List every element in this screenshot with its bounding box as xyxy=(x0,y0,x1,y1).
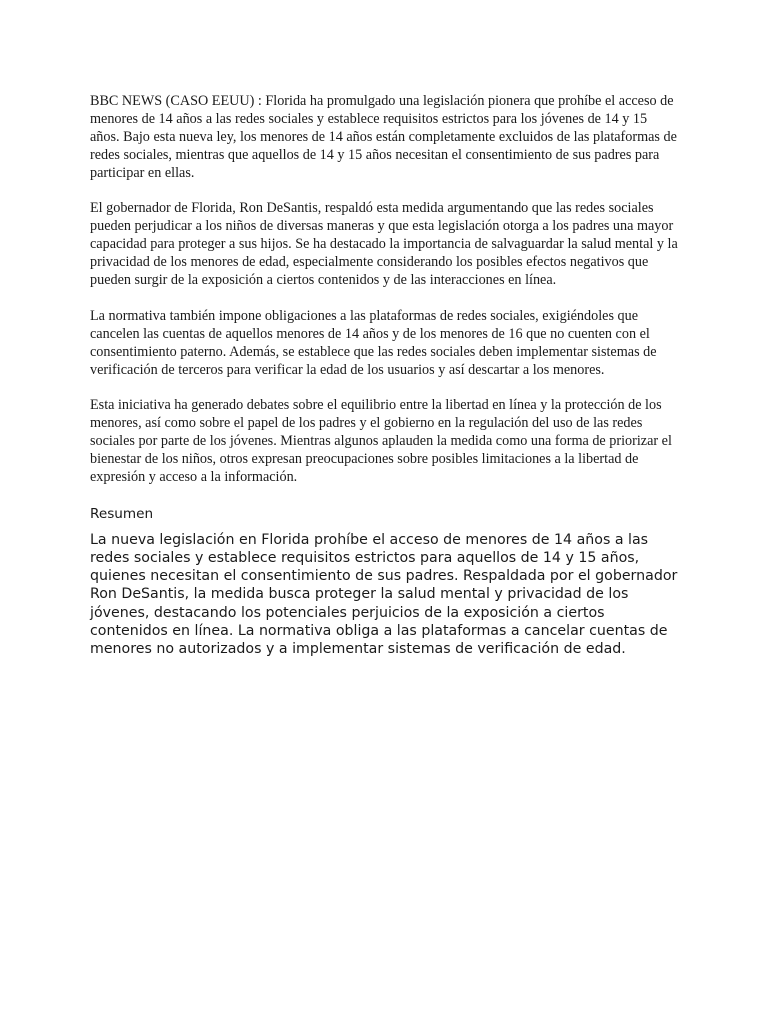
summary-heading: Resumen xyxy=(90,505,154,522)
article-paragraph-3: La normativa también impone obligaciones a las plataformas de redes sociales, exigiéndoles que cancelen las cuentas de aquellos menores de 14 años y de los menores de 16 que no cuenten con el consentimiento paterno. Además, se establece que las redes sociales deben implementar sistemas de verificación de terceros para verificar la edad de los usuarios y así descartar a los menores. xyxy=(90,307,657,378)
article-paragraph-4: Esta iniciativa ha generado debates sobre el equilibrio entre la libertad en línea y la protección de los menores, así como sobre el papel de los padres y el gobierno en la regulación del uso de las redes sociales por parte de los jóvenes. Mientras algunos aplauden la medida como una forma de priorizar el bienestar de los niños, otros expresan preocupaciones sobre posibles limitaciones a la libertad de expresión y acceso a la información. xyxy=(90,397,672,485)
document-page xyxy=(90,93,680,658)
article-paragraph-2: El gobernador de Florida, Ron DeSantis, respaldó esta medida argumentando que las redes sociales pueden perjudicar a los niños de diversas maneras y que esta legislación otorga a los padres una mayor capacidad para proteger a sus hijos. Se ha destacado la importancia de salvaguardar la salud mental y la privacidad de los menores de edad, especialmente considerando los posibles efectos negativos que pueden surgir de la exposición a ciertos contenidos y de las interacciones en línea. xyxy=(90,200,678,289)
summary-body: La nueva legislación en Florida prohíbe el acceso de menores de 14 años a las redes sociales y establece requisitos estrictos para aquellos de 14 y 15 años, quienes necesitan el consentimiento de sus padres. Respaldada por el gobernador Ron DeSantis, la medida busca proteger la salud mental y privacidad de los jóvenes, destacando los potenciales perjuicios de la exposición a ciertos contenidos en línea. La normativa obliga a las plataformas a cancelar cuentas de menores no autorizados y a implementar sistemas de verificación de edad. xyxy=(90,531,678,657)
article-paragraph-1: BBC NEWS (CASO EEUU) : Florida ha promulgado una legislación pionera que prohíbe el acceso de menores de 14 años a las redes sociales y establece requisitos estrictos para los jóvenes de 14 y 15 años. Bajo esta nueva ley, los menores de 14 años están completamente excluidos de las plataformas de redes sociales, mientras que aquellos de 14 y 15 años necesitan el consentimiento de sus padres para participar en ellas. xyxy=(90,93,677,181)
